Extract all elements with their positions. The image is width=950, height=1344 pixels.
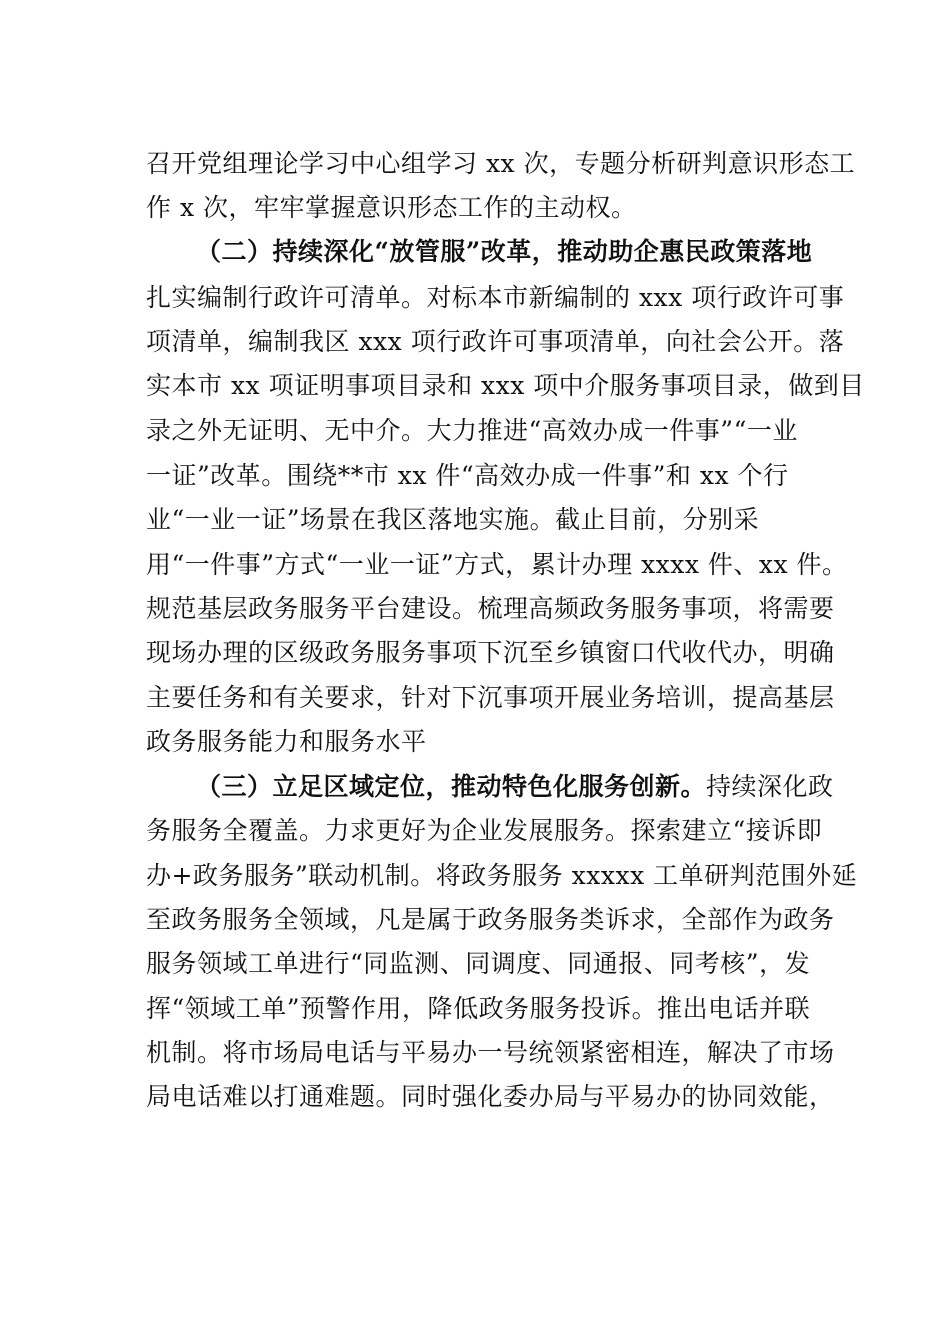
paragraph-first-line — [196, 767, 836, 807]
text-line: 召开党组理论学习中心组学习 xx 次，专题分析研判意识形态工 — [146, 149, 856, 178]
text-line: 录之外无证明、无中介。大力推进“高效办成一件事”“一业 — [146, 416, 798, 445]
text-line: 扎实编制行政许可清单。对标本市新编制的 xxx 项行政许可事 — [146, 283, 845, 312]
text-line: 规范基层政务服务平台建设。梳理高频政务服务事项，将需要 — [146, 594, 835, 623]
text-span: 持续深化政 — [706, 772, 834, 801]
text-line: 局电话难以打通难题。同时强化委办局与平易办的协同效能， — [146, 1082, 835, 1111]
text-line: 一证”改革。围绕**市 xx 件“高效办成一件事”和 xx 个行 — [146, 461, 789, 490]
text-line: 务服务全覆盖。力求更好为企业发展服务。探索建立“接诉即 — [146, 816, 823, 845]
section-heading: （三）立足区域定位，推动特色化服务创新。 — [196, 772, 707, 801]
text-line: 作 x 次，牢牢掌握意识形态工作的主动权。 — [146, 193, 637, 222]
text-line: 政务服务能力和服务水平 — [146, 727, 427, 756]
text-line: 实本市 xx 项证明事项目录和 xxx 项中介服务事项目录，做到目 — [146, 371, 865, 400]
section-heading: （二）持续深化“放管服”改革，推动助企惠民政策落地 — [196, 237, 813, 266]
text-line: 机制。将市场局电话与平易办一号统领紧密相连，解决了市场 — [146, 1038, 835, 1067]
text-line: 挥“领域工单”预警作用，降低政务服务投诉。推出电话并联 — [146, 994, 811, 1023]
text-line: 服务领域工单进行“同监测、同调度、同通报、同考核”，发 — [146, 949, 811, 978]
text-line: 现场办理的区级政务服务事项下沉至乡镇窗口代收代办，明确 — [146, 638, 835, 667]
text-line: 至政务服务全领域，凡是属于政务服务类诉求，全部作为政务 — [146, 905, 835, 934]
text-line: 项清单，编制我区 xxx 项行政许可事项清单，向社会公开。落 — [146, 327, 845, 356]
text-line: 主要任务和有关要求，针对下沉事项开展业务培训，提高基层 — [146, 683, 835, 712]
text-line: 用“一件事”方式“一业一证”方式，累计办理 xxxx 件、xx 件。 — [146, 550, 848, 579]
text-line: 业“一业一证”场景在我区落地实施。截止目前，分别采 — [146, 505, 760, 534]
text-line: 办+政务服务”联动机制。将政务服务 xxxxx 工单研判范围外延 — [146, 861, 858, 890]
